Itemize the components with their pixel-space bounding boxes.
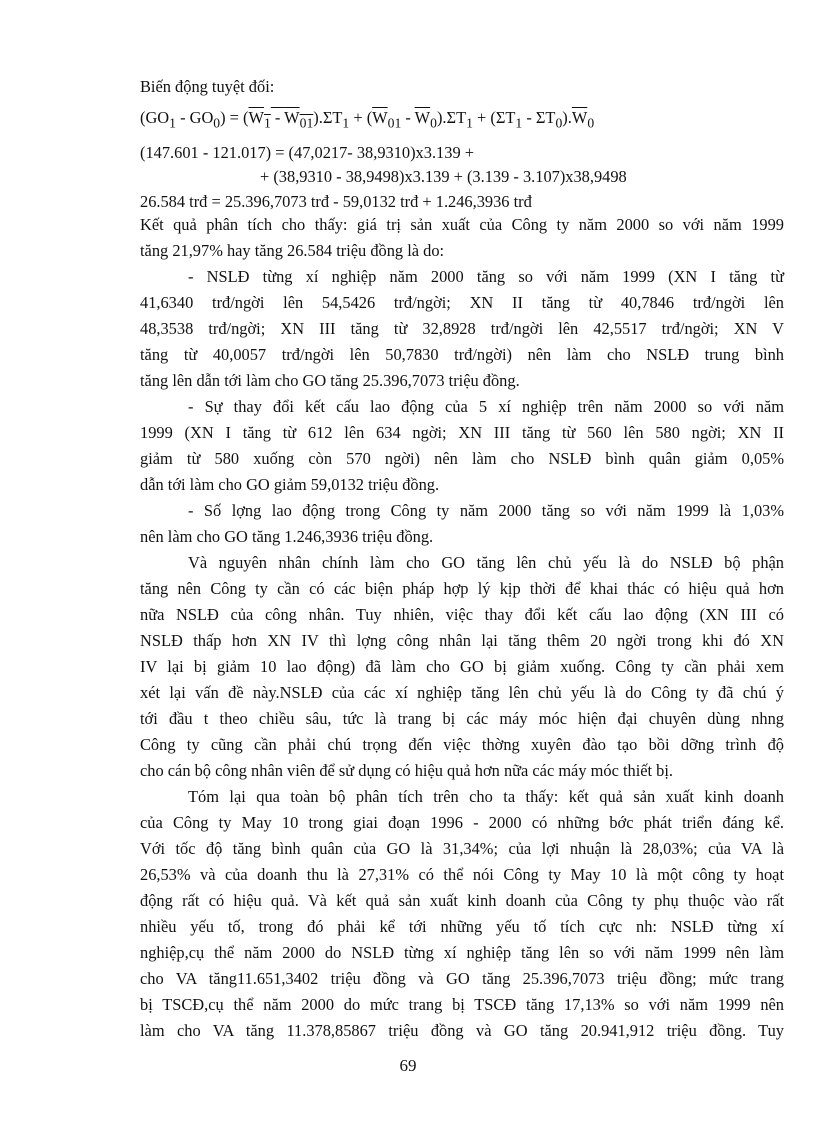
text-line: tăng 21,97% hay tăng 26.584 triệu đồng là do: (140, 241, 445, 260)
text-line: tới đầu t theo chiều sâu, tức là trang bị các máy móc hiện đại chuyên dùng nhng (140, 709, 784, 728)
text-line: Tóm lại qua toàn bộ phân tích trên cho ta thấy: kết quả sản xuất kinh doanh (188, 787, 784, 806)
text-line: - Sự thay đổi kết cấu lao động của 5 xí nghiệp trên năm 2000 so với năm (188, 397, 784, 416)
text-line: NSLĐ thấp hơn XN IV thì lợng công nhân lại tăng thêm 20 ngời trong khi đó XN (140, 631, 784, 650)
text-line: Công ty cũng cần phải chú trọng đến việc thờng xuyên đào tạo bồi dỡng trình độ (140, 735, 784, 754)
text-line: 1999 (XN I tăng từ 612 lên 634 ngời; XN III tăng từ 560 lên 580 ngời; XN II (140, 423, 784, 442)
text-line: cho cán bộ công nhân viên để sử dụng có hiệu quả hơn nữa các máy móc thiết bị. (140, 761, 674, 780)
text-line: xét lại vấn đề này.NSLĐ của các xí nghiệp tăng lên chủ yếu là do Công ty đã chú ý (140, 683, 784, 702)
text-line: 26,53% và của doanh thu là 27,31% có thể nói Công ty May 10 là một công ty hoạt (140, 865, 784, 884)
text-line: Và nguyên nhân chính làm cho GO tăng lên chủ yếu là do NSLĐ bộ phận (188, 553, 784, 572)
calc-line: (147.601 - 121.017) = (47,0217- 38,9310)x3.139 + (140, 143, 474, 162)
text-line: Kết quả phân tích cho thấy: giá trị sản xuất của Công ty năm 2000 so với năm 1999 (140, 215, 784, 234)
text-line: dẫn tới làm cho GO giảm 59,0132 triệu đồng. (140, 475, 440, 494)
calc-result-line: 26.584 trđ = 25.396,7073 trđ - 59,0132 trđ + 1.246,3936 trđ (140, 192, 532, 211)
text-line: nhiều yếu tố, trong đó phải kể tới những yếu tố tích cực nh: NSLĐ từng xí (140, 917, 784, 936)
page-number: 69 (399, 1056, 417, 1075)
text-line: tăng nên Công ty cần có các biện pháp hợp lý kịp thời để khai thác có hiệu quả hơn (140, 579, 784, 598)
text-line: giảm từ 580 xuống còn 570 ngời) nên làm cho NSLĐ bình quân giảm 0,05% (140, 449, 784, 468)
text-line: làm cho VA tăng 11.378,85867 triệu đồng và GO tăng 20.941,912 triệu đồng. Tuy (140, 1021, 784, 1040)
text-line: nghiệp,cụ thể năm 2000 do NSLĐ từng xí nghiệp tăng lên so với năm 1999 nên làm (140, 943, 784, 962)
decomposition-formula: $(GO_1 - GO_0) = (W_1 - W_{01}).\Sigma T_1 + (\overline{W}_{01} - \overline{W}_0).\Sigma T_1 + (\Sigma T_1 - \Sigma T_0).\overline{W}_0$ (140, 108, 595, 131)
text-line: tăng lên dẫn tới làm cho GO tăng 25.396,7073 triệu đồng. (140, 371, 520, 390)
text-line: Với tốc độ tăng bình quân của GO là 31,34%; của lợi nhuận là 28,03%; của VA là (140, 839, 784, 858)
text-line: nữa NSLĐ của công nhân. Tuy nhiên, việc thay đổi kết cấu lao động (XN III có (140, 605, 784, 624)
text-line: tăng từ 40,0057 trđ/ngời lên 50,7830 trđ/ngời) nên làm cho NSLĐ trung bình (140, 345, 784, 364)
calc-line: + (38,9310 - 38,9498)x3.139 + (3.139 - 3.107)x38,9498 (260, 167, 627, 186)
text-line: bị TSCĐ,cụ thể năm 2000 do mức trang bị TSCĐ tăng 17,13% so với năm 1999 nên (140, 995, 784, 1014)
text-line: động rất có hiệu quả. Và kết quả sản xuất kinh doanh của Công ty phụ thuộc vào rất (140, 891, 784, 910)
text-line: IV lại bị giảm 10 lao động) đã làm cho GO bị giảm xuống. Công ty cần phải xem (140, 657, 784, 676)
text-line: nên làm cho GO tăng 1.246,3936 triệu đồng. (140, 527, 434, 546)
text-line: của Công ty May 10 trong giai đoạn 1996 - 2000 có những bớc phát triển đáng kể. (140, 813, 784, 832)
text-line: cho VA tăng11.651,3402 triệu đồng và GO tăng 25.396,7073 triệu đồng; mức trang (140, 969, 784, 988)
text-line: - NSLĐ từng xí nghiệp năm 2000 tăng so với năm 1999 (XN I tăng từ (188, 267, 784, 286)
text-line: 48,3538 trđ/ngời; XN III tăng từ 32,8928 trđ/ngời lên 42,5517 trđ/ngời; XN V (140, 319, 784, 338)
text-line: - Số lợng lao động trong Công ty năm 2000 tăng so với năm 1999 là 1,03% (188, 501, 784, 520)
text-line: 41,6340 trđ/ngời lên 54,5426 trđ/ngời; XN II tăng từ 40,7846 trđ/ngời lên (140, 293, 784, 312)
heading-absolute-change: Biến động tuyệt đối: (140, 77, 275, 96)
